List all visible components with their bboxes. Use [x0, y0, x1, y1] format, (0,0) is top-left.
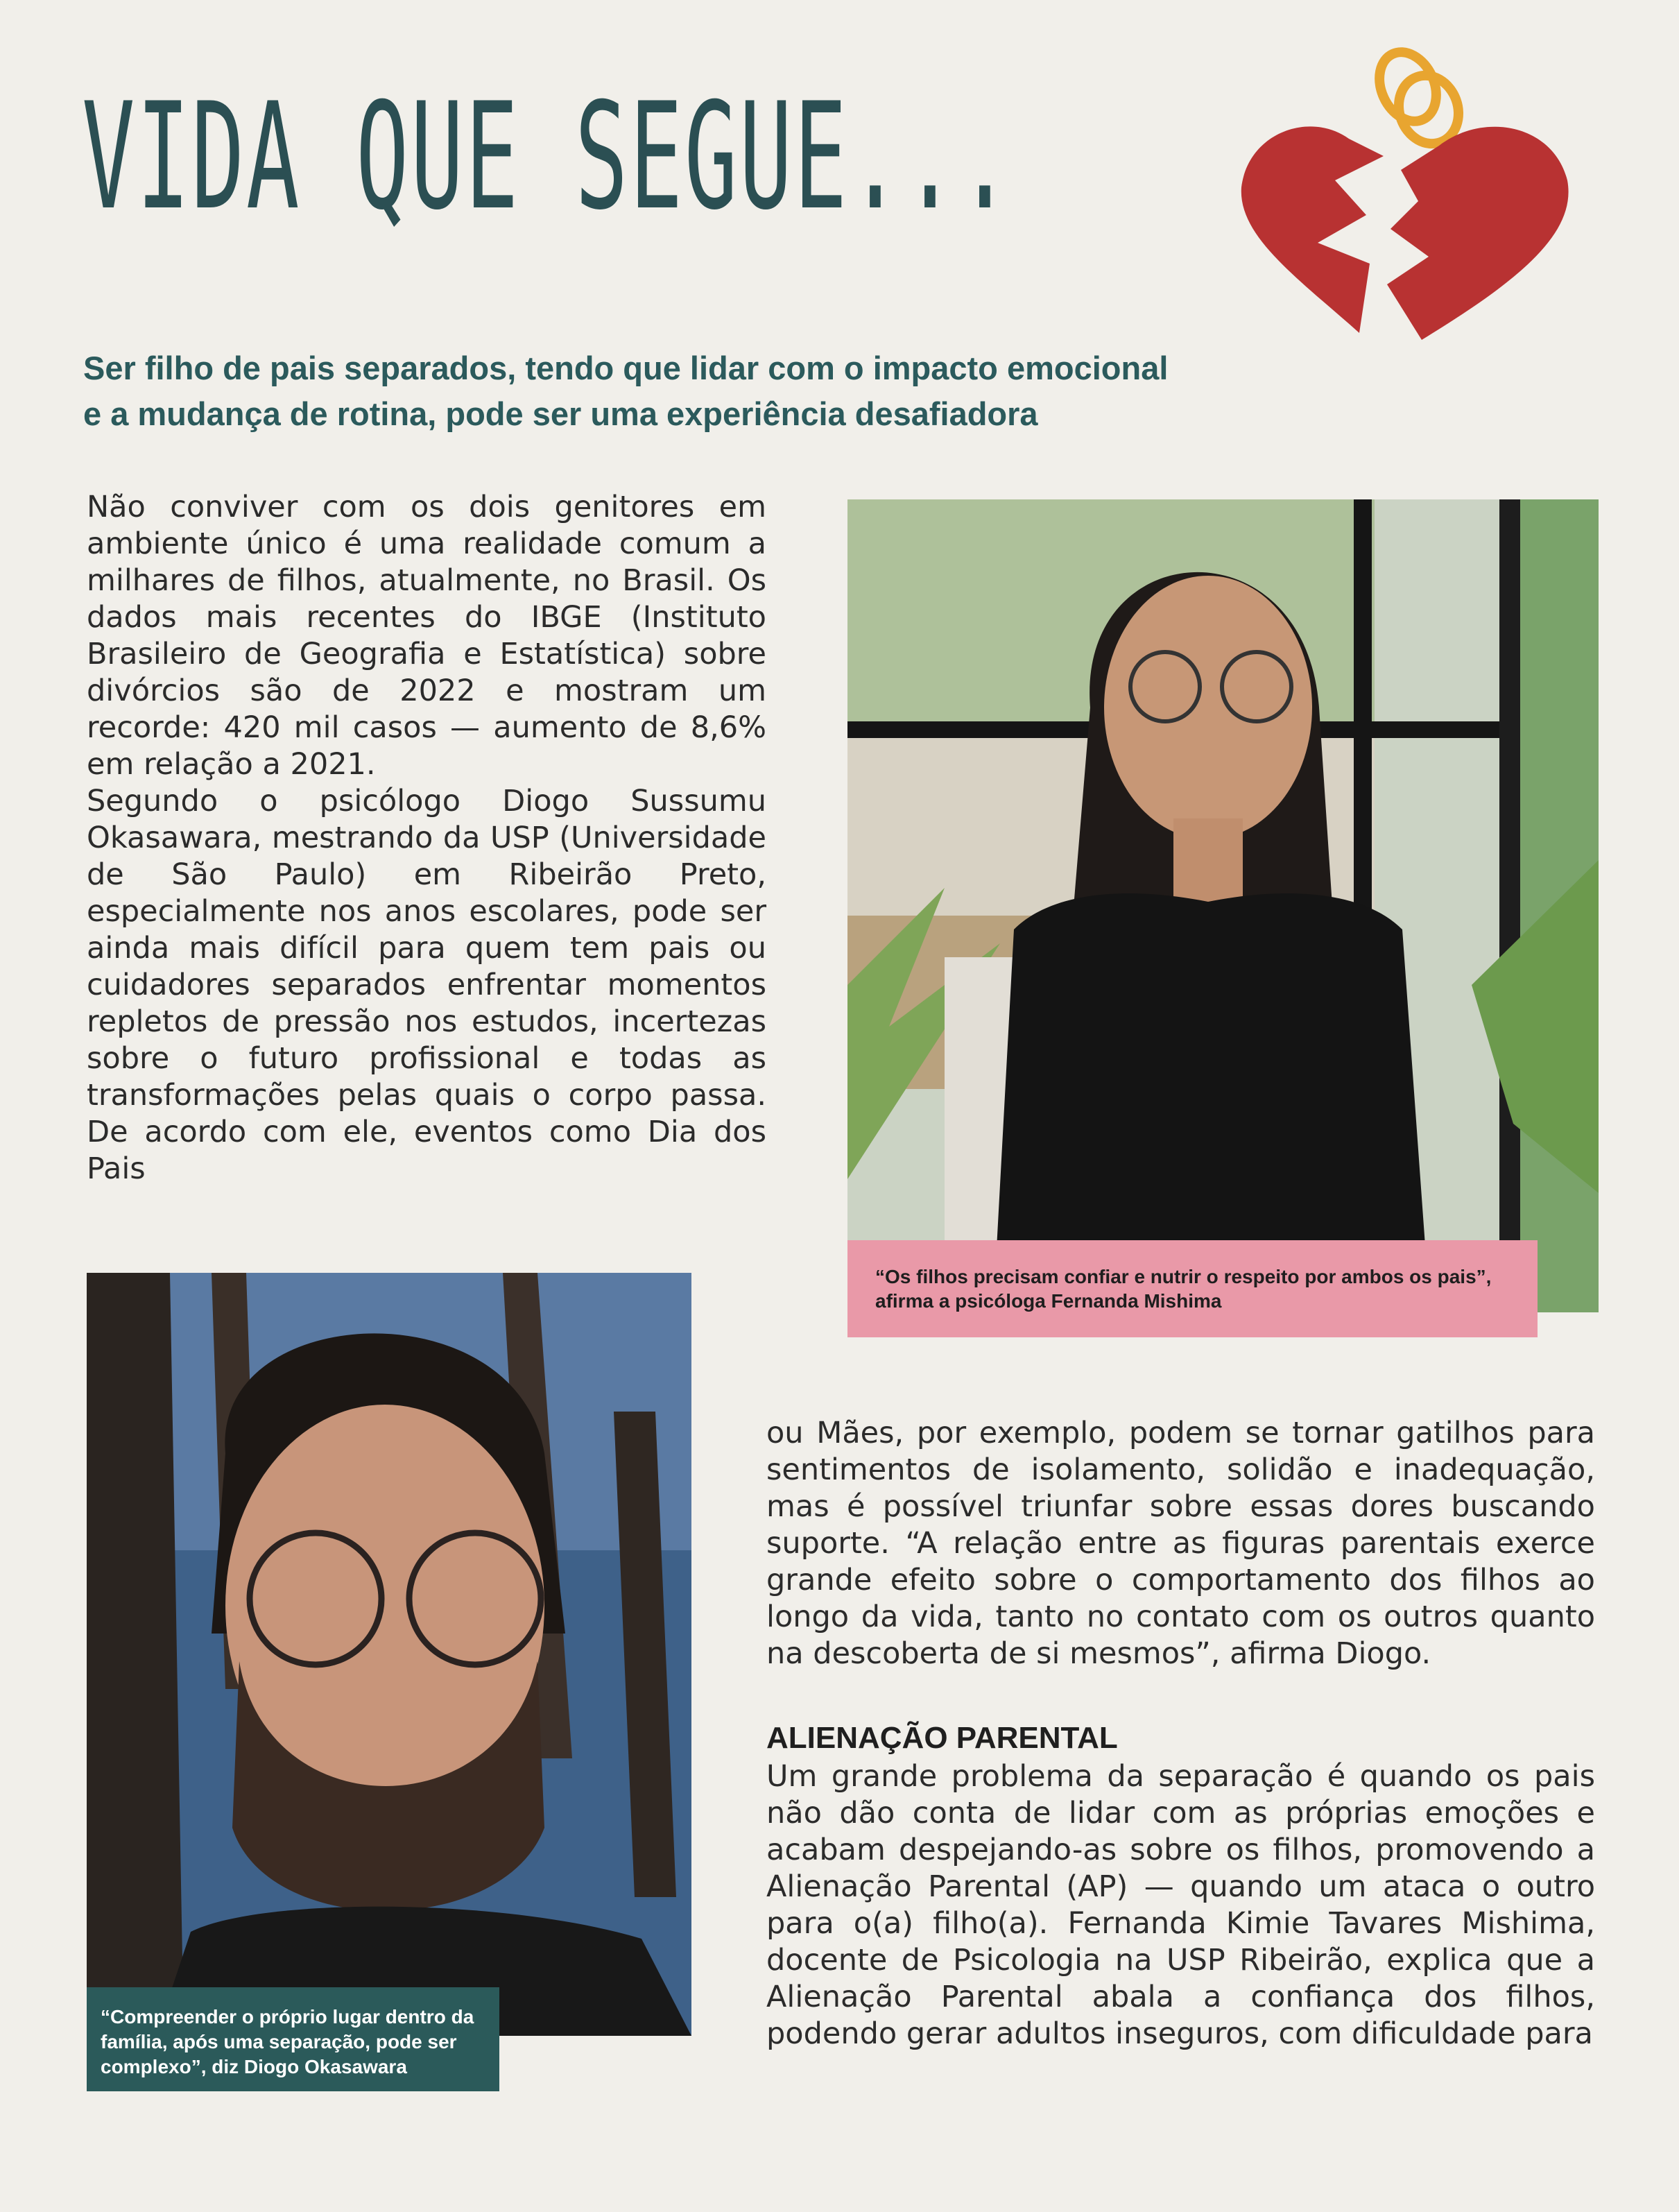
photo-fernanda-mishima [847, 499, 1599, 1312]
article-paragraph: Um grande problema da separação é quando os pais não dão conta de lidar com as próprias emoções e acabam despejando-as sobre os filhos, promovendo a Alienação Parental (AP) — quando um ataca o outro para o(a) filho(a). Fernanda Kimie Tavares Mishima, docente de Psicologia na USP Ribeirão, explica que a Alienação Parental abala a confiança dos filhos, podendo gerar adultos inseguros, com dificuldade para [766, 1759, 1595, 2051]
photo-caption: “Compreender o próprio lugar dentro da família, após uma separação, pode ser complexo”, diz Diogo Okasawara [87, 1987, 499, 2091]
subtitle [83, 345, 1332, 437]
article-paragraph: Não conviver com os dois genitores em ambiente único é uma realidade comum a milhares de filhos, atualmente, no Brasil. Os dados mais recentes do IBGE (Instituto Brasileiro de Geografia e Estatística) sobre divórcios são de 2022 e mostram um recorde: 420 mil casos — aumento de 8,6% em relação a 2021. [87, 490, 766, 782]
photo-caption: “Os filhos precisam confiar e nutrir o respeito por ambos os pais”, afirma a psicóloga Fernanda Mishima [847, 1240, 1538, 1337]
article-paragraph: ou Mães, por exemplo, podem se tornar gatilhos para sentimentos de isolamento, solidão e inadequação, mas é possível triunfar sobre essas dores buscando suporte. “A relação entre as figuras parentais exerce grande efeito sobre o comportamento dos filhos ao longo da vida, tanto no contato com os outros quanto na descoberta de si mesmos”, afirma Diogo. [766, 1416, 1595, 1671]
page-title: VIDA QUE SEGUE... [82, 71, 1013, 242]
broken-heart-icon [1221, 35, 1609, 347]
photo-diogo-okasawara [87, 1273, 691, 2036]
section-heading: ALIENAÇÃO PARENTAL [766, 1721, 1118, 1755]
subtitle-line-2: e a mudança de rotina, pode ser uma experiência desafiadora [83, 395, 1038, 432]
article-column-1 [87, 489, 766, 1188]
article-column-2 [766, 1415, 1595, 2052]
wedding-rings-icon [1369, 43, 1468, 153]
subtitle-line-1: Ser filho de pais separados, tendo que lidar com o impacto emocional [83, 350, 1169, 386]
article-paragraph: Segundo o psicólogo Diogo Sussumu Okasawara, mestrando da USP (Universidade de São Paulo) em Ribeirão Preto, especialmente nos anos escolares, pode ser ainda mais difícil para quem tem pais ou cuidadores separados enfrentar momentos repletos de pressão nos estudos, incertezas sobre o futuro profissional e todas as transformações pelas quais o corpo passa. De acordo com ele, eventos como Dia dos Pais [87, 784, 766, 1186]
